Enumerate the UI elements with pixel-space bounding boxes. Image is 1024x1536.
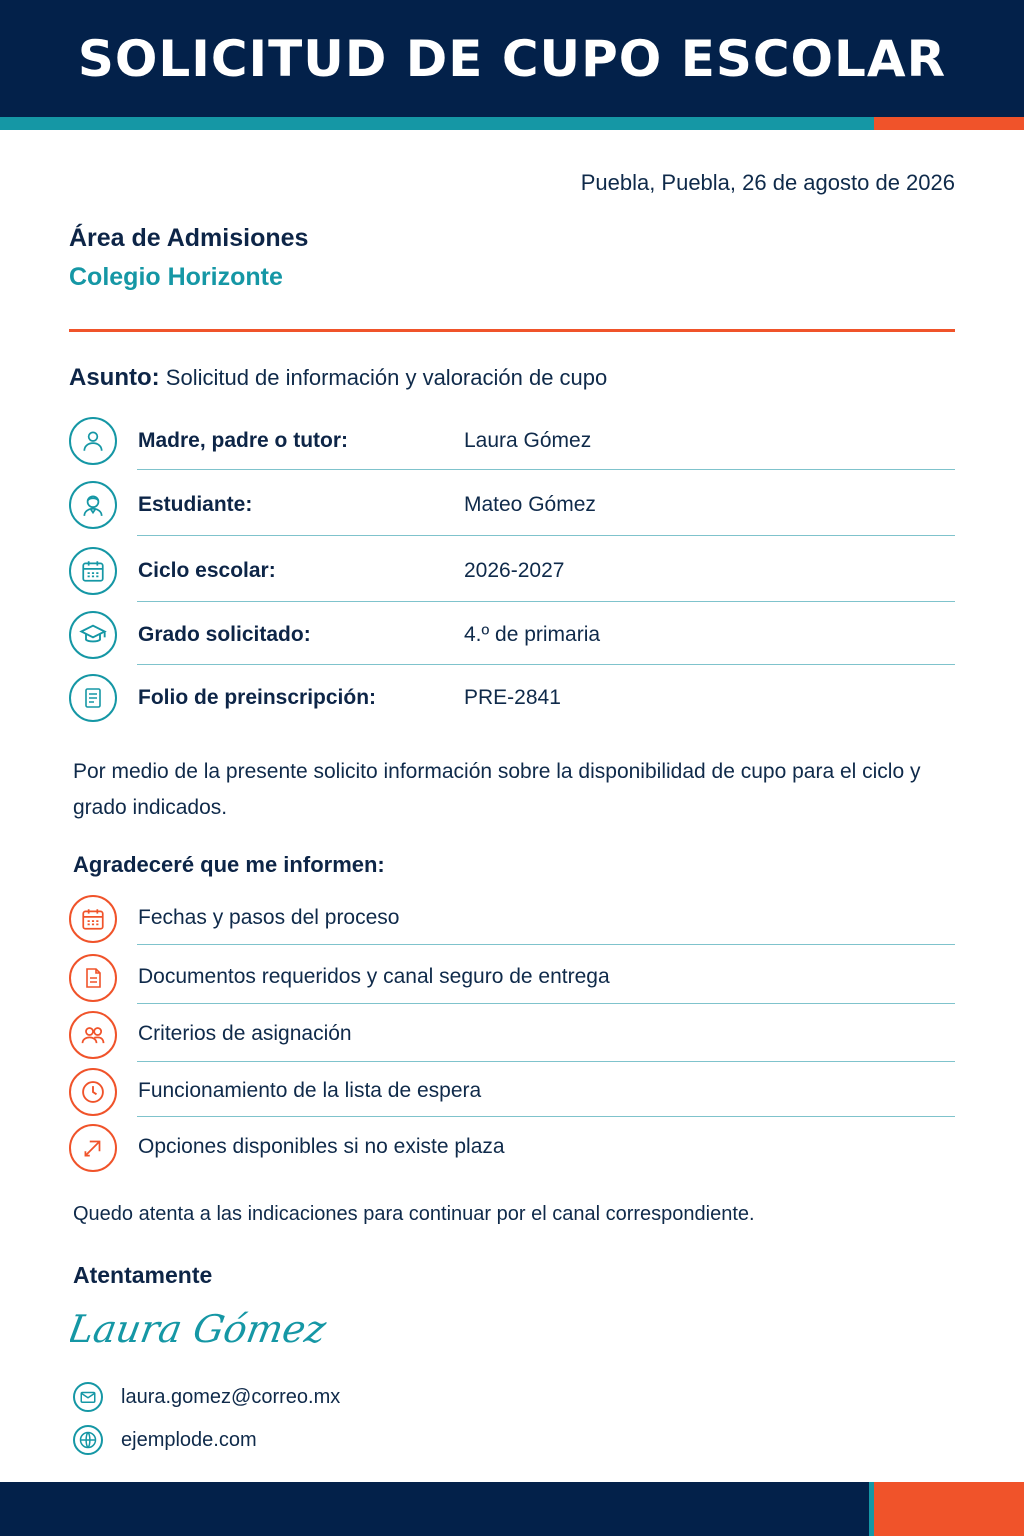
request-item (69, 1068, 955, 1126)
subject-line (69, 364, 607, 392)
calendar-icon (69, 895, 117, 943)
detail-label: Ciclo escolar: (138, 559, 276, 582)
subject-text: Solicitud de información y valoración de cupo (165, 365, 608, 390)
request-item (69, 1124, 955, 1182)
calendar-icon (69, 547, 117, 595)
request-text: Funcionamiento de la lista de espera (138, 1079, 482, 1102)
header-accent-strip (0, 117, 1024, 130)
arrow-up-right-icon (69, 1124, 117, 1172)
section-divider (69, 329, 955, 332)
detail-label: Estudiante: (138, 493, 253, 516)
detail-label: Folio de preinscripción: (138, 686, 377, 709)
contact-email[interactable] (73, 1381, 340, 1413)
page-title: SOLICITUD DE CUPO ESCOLAR (77, 29, 947, 88)
email-text[interactable]: laura.gomez@correo.mx (121, 1385, 341, 1408)
detail-row-cycle (69, 547, 955, 611)
detail-value: Laura Gómez (464, 429, 592, 452)
detail-row-folio (69, 674, 955, 738)
detail-value: PRE-2841 (464, 686, 561, 709)
closing-sentence: Quedo atenta a las indicaciones para continuar por el canal correspondiente. (73, 1203, 755, 1225)
contact-website[interactable] (73, 1424, 257, 1456)
body-paragraph: Por medio de la presente solicito información sobre la disponibilidad de cupo para el ciclo y grado indicados. (73, 760, 921, 819)
recipient-area: Área de Admisiones (69, 224, 309, 252)
document-icon (69, 674, 117, 722)
request-item (69, 895, 955, 953)
recipient-school: Colegio Horizonte (69, 263, 283, 291)
graduation-cap-icon (69, 611, 117, 659)
subject-label: Asunto: (69, 364, 160, 391)
detail-value: Mateo Gómez (464, 493, 596, 516)
signature (70, 1298, 330, 1361)
detail-row-grade (69, 611, 955, 675)
request-text: Criterios de asignación (138, 1022, 352, 1045)
detail-label: Madre, padre o tutor: (138, 429, 349, 452)
requests-title: Agradeceré que me informen: (73, 852, 385, 877)
user-icon (69, 417, 117, 465)
request-text: Fechas y pasos del proceso (138, 906, 400, 929)
student-icon (69, 481, 117, 529)
request-text: Opciones disponibles si no existe plaza (138, 1135, 505, 1158)
detail-label: Grado solicitado: (138, 623, 311, 646)
request-text: Documentos requeridos y canal seguro de entrega (138, 965, 610, 988)
farewell-text: Atentamente (73, 1262, 213, 1288)
clock-icon (69, 1068, 117, 1116)
letter-date: Puebla, Puebla, 26 de agosto de 2026 (580, 170, 955, 195)
footer-bar (0, 1482, 1024, 1536)
detail-row-tutor (69, 417, 955, 481)
detail-value: 2026-2027 (464, 559, 565, 582)
header-bar (0, 0, 1024, 117)
globe-icon (73, 1425, 103, 1455)
document-icon (69, 954, 117, 1002)
signature-text: Laura Gómez (70, 1307, 330, 1352)
detail-value: 4.º de primaria (464, 623, 601, 646)
recipient-block (69, 224, 308, 292)
request-item (69, 954, 955, 1012)
website-text[interactable]: ejemplode.com (121, 1428, 257, 1451)
request-item (69, 1011, 955, 1069)
mail-icon (73, 1382, 103, 1412)
detail-row-student (69, 481, 955, 545)
people-icon (69, 1011, 117, 1059)
